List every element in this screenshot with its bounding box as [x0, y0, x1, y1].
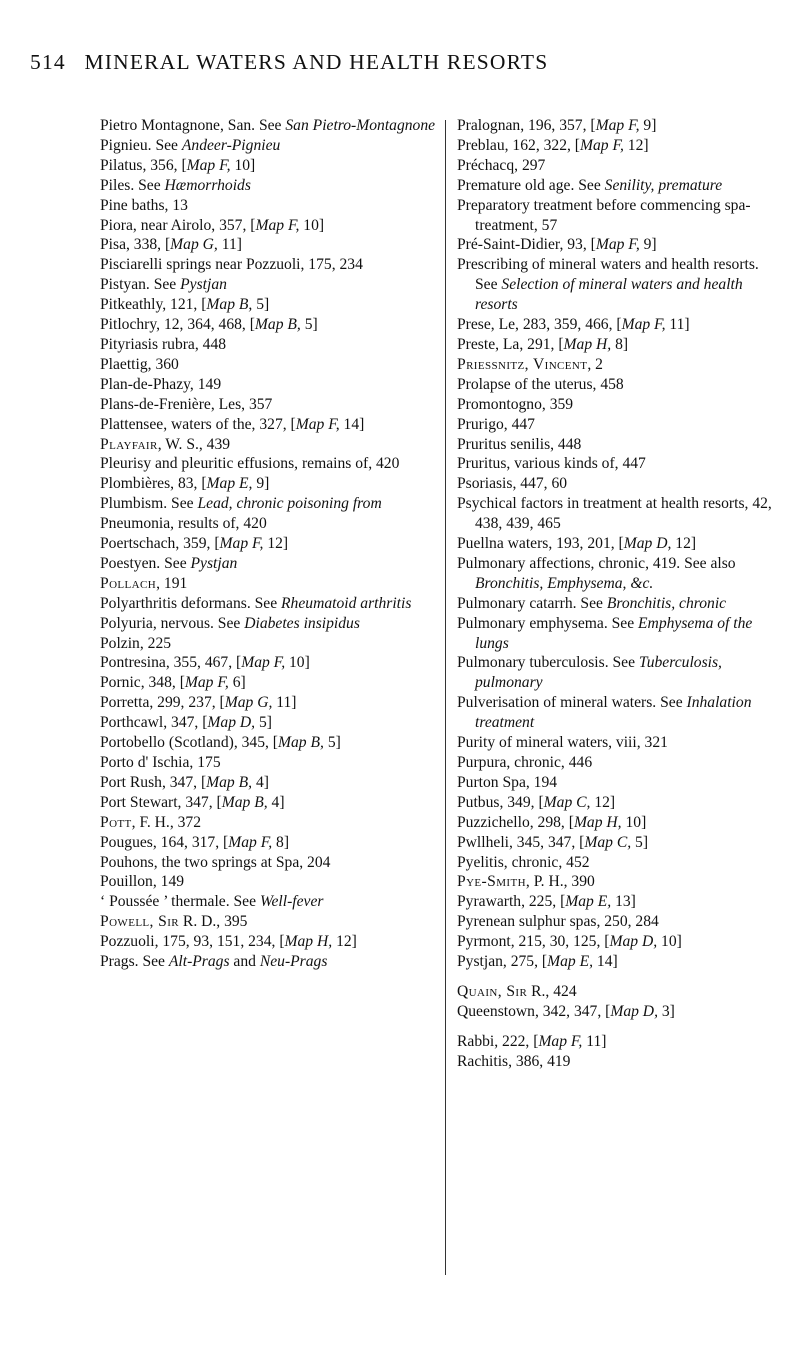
entry-reference: Alt-Prags — [168, 953, 230, 971]
entry-text: , 191 — [156, 574, 188, 592]
entry-reference: Senility, premature — [604, 176, 723, 194]
entry-text: 10] — [657, 933, 682, 951]
entry-text: 11] — [217, 236, 242, 254]
entry-text: Porretta, 299, 237, [ — [100, 694, 225, 712]
entry-reference: Map E, — [547, 953, 594, 971]
index-entry — [457, 435, 779, 455]
entry-text: Pralognan, 196, 357, [ — [457, 117, 596, 134]
entry-text: Préchacq, 297 — [457, 156, 546, 174]
entry-reference: Tuberculosis, pulmonary — [475, 654, 722, 692]
entry-text: Pott — [100, 813, 132, 831]
entry-text: 11] — [665, 316, 690, 334]
index-entry — [100, 653, 438, 673]
index-entry — [100, 594, 438, 614]
entry-text: Purton Spa, 194 — [457, 773, 558, 791]
entry-text: Plombières, 83, [ — [100, 475, 207, 493]
index-entry — [100, 315, 438, 335]
index-entry — [100, 335, 438, 355]
entry-text: Pyrenean sulphur spas, 250, 284 — [457, 913, 659, 931]
entry-text: 12] — [332, 933, 357, 951]
entry-text: 12] — [263, 535, 289, 553]
index-entry — [457, 594, 779, 614]
index-entry — [100, 494, 438, 514]
index-entry — [100, 614, 438, 634]
entry-text: Prurigo, 447 — [457, 415, 535, 433]
entry-reference: Map B, — [278, 734, 324, 752]
entry-text: Pulmonary affections, chronic, 419. See also — [457, 554, 736, 572]
entry-text: Powell, Sir — [100, 913, 180, 931]
entry-text: Pisa, 338, [ — [100, 236, 171, 254]
entry-reference: Well-fever — [259, 893, 324, 911]
entry-reference: Rheumatoid arthritis — [281, 594, 412, 612]
index-entry — [100, 196, 438, 216]
entry-text: Prags. See — [100, 953, 169, 971]
index-entry — [457, 255, 779, 315]
entry-text: 4] — [267, 793, 285, 811]
index-entry — [100, 733, 438, 753]
index-entry — [100, 952, 438, 972]
entry-text: Plaettig, 360 — [100, 355, 179, 373]
index-column-left — [100, 116, 438, 972]
entry-text: Pulmonary catarrh. See — [457, 594, 607, 612]
entry-reference: Bronchitis, chronic — [606, 594, 727, 612]
entry-text: Porthcawl, 347, [ — [100, 714, 208, 732]
index-entry — [457, 773, 779, 793]
entry-text: Pouillon, 149 — [100, 873, 185, 891]
entry-reference: Map D, — [207, 714, 256, 732]
entry-text: Poertschach, 359, [ — [100, 535, 220, 553]
entry-reference: Map B, — [206, 773, 253, 791]
page-number: 514 — [30, 50, 66, 74]
entry-reference: Map F, — [184, 674, 229, 692]
entry-reference: Diabetes insipidus — [244, 614, 360, 632]
entry-text: Pisciarelli springs near Pozzuoli, 175, 234 — [100, 256, 363, 274]
entry-text: Polzin, 225 — [100, 634, 172, 652]
index-entry — [100, 932, 438, 952]
entry-text: Prese, Le, 283, 359, 466, [ — [457, 316, 622, 334]
index-entry — [457, 375, 779, 395]
index-entry — [100, 773, 438, 793]
entry-text: Pré-Saint-Didier, 93, [ — [457, 236, 596, 254]
entry-text: 9] — [252, 475, 270, 493]
entry-text: Pityriasis rubra, 448 — [100, 335, 227, 353]
index-entry — [457, 653, 779, 693]
entry-text: and — [229, 953, 260, 971]
entry-reference: Map B, — [221, 793, 268, 811]
index-entry — [100, 415, 438, 435]
entry-text: Puellna waters, 193, 201, [ — [457, 535, 624, 553]
entry-text: Pontresina, 355, 467, [ — [100, 654, 242, 672]
entry-text: 10] — [230, 156, 256, 174]
entry-text: Poestyen. See — [100, 554, 191, 572]
entry-reference: Map E, — [565, 893, 612, 911]
entry-reference: Map F, — [595, 236, 640, 254]
entry-text: 12] — [590, 793, 616, 811]
entry-text: Preste, La, 291, [ — [457, 335, 564, 353]
entry-reference: Pystjan — [180, 276, 227, 294]
entry-text: Pietro Montagnone, San. See — [100, 117, 286, 134]
entry-text: Pornic, 348, [ — [100, 674, 185, 692]
entry-text: Pleurisy and pleuritic effusions, remains of, 420 — [100, 455, 400, 473]
entry-text: Pilatus, 356, [ — [100, 156, 187, 174]
index-entry — [100, 554, 438, 574]
entry-text: Playfair — [100, 435, 158, 453]
entry-reference: Map G, — [170, 236, 218, 254]
entry-text: R., 424 — [527, 982, 577, 1000]
index-entry — [457, 614, 779, 654]
index-entry — [100, 454, 438, 474]
entry-text: Port Rush, 347, [ — [100, 773, 207, 791]
entry-reference: San Pietro-Montagnone — [285, 117, 436, 134]
entry-text: 8] — [272, 833, 290, 851]
index-entry — [100, 176, 438, 196]
entry-reference: Map F, — [255, 216, 300, 234]
entry-text: 11] — [272, 694, 297, 712]
entry-text: 10] — [621, 813, 647, 831]
entry-text: Pyrawarth, 225, [ — [457, 893, 566, 911]
entry-text: Pitlochry, 12, 364, 468, [ — [100, 316, 255, 334]
index-entry — [100, 514, 438, 534]
entry-text: 4] — [252, 773, 269, 791]
index-entry — [457, 534, 779, 554]
entry-text: 9] — [639, 117, 657, 134]
entry-text: , W. S., 439 — [157, 435, 231, 453]
entry-text: Psoriasis, 447, 60 — [457, 475, 568, 493]
index-entry — [100, 753, 438, 773]
index-entry — [100, 435, 438, 455]
entry-text: 12] — [671, 535, 697, 553]
entry-text: Pulmonary emphysema. See — [457, 614, 639, 632]
index-entry — [100, 534, 438, 554]
entry-reference: Selection of mineral waters and health resorts — [475, 276, 743, 314]
index-entry — [100, 853, 438, 873]
index-entry — [100, 295, 438, 315]
index-entry — [457, 235, 779, 255]
entry-reference: Map F, — [186, 156, 231, 174]
index-entry — [457, 932, 779, 952]
entry-text: Porto d' Ischia, 175 — [100, 754, 221, 771]
index-entry — [457, 813, 779, 833]
index-entry — [457, 156, 779, 176]
entry-text: Purity of mineral waters, viii, 321 — [457, 734, 668, 752]
entry-text: Psychical factors in treatment at health resorts, 42, 438, 439, 465 — [457, 495, 772, 533]
entry-text: Plattensee, waters of the, 327, [ — [100, 415, 296, 433]
entry-reference: Map F, — [241, 654, 286, 672]
entry-reference: Andeer-Pignieu — [181, 136, 281, 154]
index-entry — [457, 982, 779, 1002]
entry-reference: Inhalation treatment — [475, 694, 752, 732]
entry-text: Plumbism. See — [100, 495, 198, 513]
page-header — [30, 50, 771, 75]
index-entry — [100, 574, 438, 594]
entry-reference: Map F, — [621, 316, 666, 334]
entry-text: 5] — [252, 296, 270, 314]
index-entry — [100, 673, 438, 693]
entry-text: Prolapse of the uterus, 458 — [457, 375, 624, 393]
index-entry — [100, 892, 438, 912]
entry-text: 14] — [339, 415, 365, 433]
entry-reference: Pystjan — [190, 554, 238, 572]
entry-text: Promontogno, 359 — [457, 395, 574, 413]
index-entry — [457, 833, 779, 853]
entry-reference: Map D, — [610, 1002, 658, 1020]
entry-text: Pine baths, 13 — [100, 196, 188, 214]
index-entry — [457, 196, 779, 236]
entry-text: Preparatory treatment before commencing spa-treatment, 57 — [457, 196, 751, 234]
entry-text: Plans-de-Frenière, Les, 357 — [100, 395, 273, 413]
entry-text: Portobello (Scotland), 345, [ — [100, 734, 279, 752]
index-entry — [100, 813, 438, 833]
index-entry — [457, 892, 779, 912]
entry-reference: Map B, — [206, 296, 253, 314]
entry-text: Pye-Smith — [457, 873, 526, 891]
index-entry — [457, 693, 779, 733]
index-entry — [100, 693, 438, 713]
entry-text: , P. H., 390 — [525, 873, 595, 891]
index-entry — [457, 474, 779, 494]
entry-text: Pruritus, various kinds of, 447 — [457, 455, 646, 473]
entry-text: Pruritus senilis, 448 — [457, 435, 582, 453]
entry-reference: Map E, — [206, 475, 253, 493]
entry-text: Pyrmont, 215, 30, 125, [ — [457, 933, 610, 951]
entry-text: Pignieu. See — [100, 136, 182, 154]
index-entry — [457, 415, 779, 435]
index-entry — [457, 136, 779, 156]
entry-text: 6] — [228, 674, 246, 692]
entry-text: Piora, near Airolo, 357, [ — [100, 216, 256, 234]
entry-text: Port Stewart, 347, [ — [100, 793, 222, 811]
entry-reference: Map B, — [254, 316, 301, 334]
index-entry — [100, 395, 438, 415]
entry-reference: Map F, — [295, 415, 340, 433]
entry-text: Pouhons, the two springs at Spa, 204 — [100, 853, 331, 871]
index-entry — [100, 912, 438, 932]
index-column-right — [457, 116, 779, 1072]
entry-text: Queenstown, 342, 347, [ — [457, 1002, 611, 1020]
entry-text: 10] — [285, 654, 310, 672]
entry-reference: Hæmorrhoids — [164, 176, 251, 194]
index-entry — [457, 454, 779, 474]
index-entry — [457, 1052, 779, 1072]
entry-reference: Map H, — [284, 933, 333, 951]
entry-text: Pystjan, 275, [ — [457, 953, 548, 971]
index-entry — [457, 872, 779, 892]
index-entry — [457, 335, 779, 355]
index-entry — [100, 375, 438, 395]
index-entry — [100, 136, 438, 156]
index-entry — [100, 275, 438, 295]
entry-text: 5] — [255, 714, 272, 732]
index-entry — [457, 912, 779, 932]
entry-text: 10] — [299, 216, 325, 234]
entry-text: Piles. See — [100, 176, 165, 194]
entry-text: Pwllheli, 345, 347, [ — [457, 833, 585, 851]
index-entry — [457, 853, 779, 873]
entry-text: Plan-de-Phazy, 149 — [100, 375, 222, 393]
entry-text: 9] — [639, 236, 657, 254]
entry-reference: Map F, — [595, 117, 640, 134]
index-entry — [457, 176, 779, 196]
index-entry — [457, 733, 779, 753]
index-entry — [100, 713, 438, 733]
entry-text: Polyarthritis deformans. See — [100, 594, 282, 612]
index-entry — [100, 355, 438, 375]
entry-text: 5] — [631, 833, 649, 851]
index-entry — [457, 355, 779, 375]
entry-text: Preblau, 162, 322, [ — [457, 136, 580, 154]
index-entry — [100, 235, 438, 255]
entry-text: Quain, Sir — [457, 982, 528, 1000]
entry-reference: Bronchitis, Emphysema, &c. — [475, 574, 654, 592]
index-entry — [457, 1002, 779, 1022]
entry-text: Pozzuoli, 175, 93, 151, 234, [ — [100, 933, 285, 951]
entry-reference: Map H, — [573, 813, 622, 831]
entry-reference: Map F, — [228, 833, 273, 851]
entry-reference: Map G, — [224, 694, 273, 712]
index-entry — [100, 833, 438, 853]
entry-text: 3] — [657, 1002, 675, 1020]
index-entry — [457, 494, 779, 534]
entry-reference: Map C, — [543, 793, 591, 811]
entry-text: Prescribing of mineral waters and health resorts. See — [457, 256, 759, 294]
entry-reference: Map D, — [623, 535, 672, 553]
entry-text: Puzzichello, 298, [ — [457, 813, 574, 831]
entry-reference: Emphysema of the lungs — [475, 614, 753, 652]
entry-text: Pitkeathly, 121, [ — [100, 296, 207, 314]
entry-reference: Map H, — [563, 335, 612, 353]
entry-text: Pulverisation of mineral waters. See — [457, 694, 687, 712]
entry-text: Pyelitis, chronic, 452 — [457, 853, 590, 871]
index-entry — [457, 793, 779, 813]
index-entry — [457, 315, 779, 335]
entry-text: 8] — [611, 335, 629, 353]
entry-text: , F. H., 372 — [131, 813, 202, 831]
entry-reference: Map C, — [584, 833, 632, 851]
index-entry — [100, 255, 438, 275]
index-entry — [457, 753, 779, 773]
index-entry — [457, 952, 779, 972]
index-entry — [100, 474, 438, 494]
index-entry — [457, 1032, 779, 1052]
entry-text: 13] — [611, 893, 636, 911]
entry-text: Pistyan. See — [100, 276, 181, 294]
entry-text: Rabbi, 222, [ — [457, 1032, 539, 1050]
entry-text: ‘ Poussée ’ thermale. See — [100, 893, 260, 911]
entry-text: R. D., 395 — [179, 913, 248, 931]
entry-reference: Map F, — [580, 136, 624, 154]
entry-text: Rachitis, 386, 419 — [457, 1052, 571, 1070]
entry-reference: Neu-Prags — [259, 953, 328, 971]
index-entry — [100, 216, 438, 236]
index-entry — [100, 116, 438, 136]
index-entry — [100, 634, 438, 654]
entry-text: 12] — [623, 136, 649, 154]
entry-reference: Lead, chronic poisoning from — [197, 495, 382, 513]
column-divider — [445, 120, 446, 1275]
entry-text: Pulmonary tuberculosis. See — [457, 654, 639, 672]
entry-text: 14] — [593, 953, 618, 971]
entry-reference: Map D, — [609, 933, 658, 951]
index-entry — [457, 116, 779, 136]
entry-text: Priessnitz, Vincent — [457, 355, 588, 373]
entry-text: Purpura, chronic, 446 — [457, 754, 593, 771]
entry-text: Polyuria, nervous. See — [100, 614, 245, 632]
entry-text: Putbus, 349, [ — [457, 793, 544, 811]
entry-reference: Map F, — [538, 1032, 583, 1050]
entry-text: Pollach — [100, 574, 157, 592]
index-entry — [100, 156, 438, 176]
index-entry — [457, 395, 779, 415]
running-title: MINERAL WATERS AND HEALTH RESORTS — [84, 50, 549, 74]
entry-text: , 2 — [587, 355, 603, 373]
entry-text: Pougues, 164, 317, [ — [100, 833, 229, 851]
entry-text: Pneumonia, results of, 420 — [100, 515, 267, 533]
entry-text: 5] — [300, 316, 318, 334]
entry-text: 11] — [582, 1032, 607, 1050]
index-entry — [457, 554, 779, 594]
index-entry — [100, 793, 438, 813]
index-entry — [100, 872, 438, 892]
entry-text: Premature old age. See — [457, 176, 605, 194]
entry-text: 5] — [323, 734, 341, 752]
entry-reference: Map F, — [219, 535, 264, 553]
